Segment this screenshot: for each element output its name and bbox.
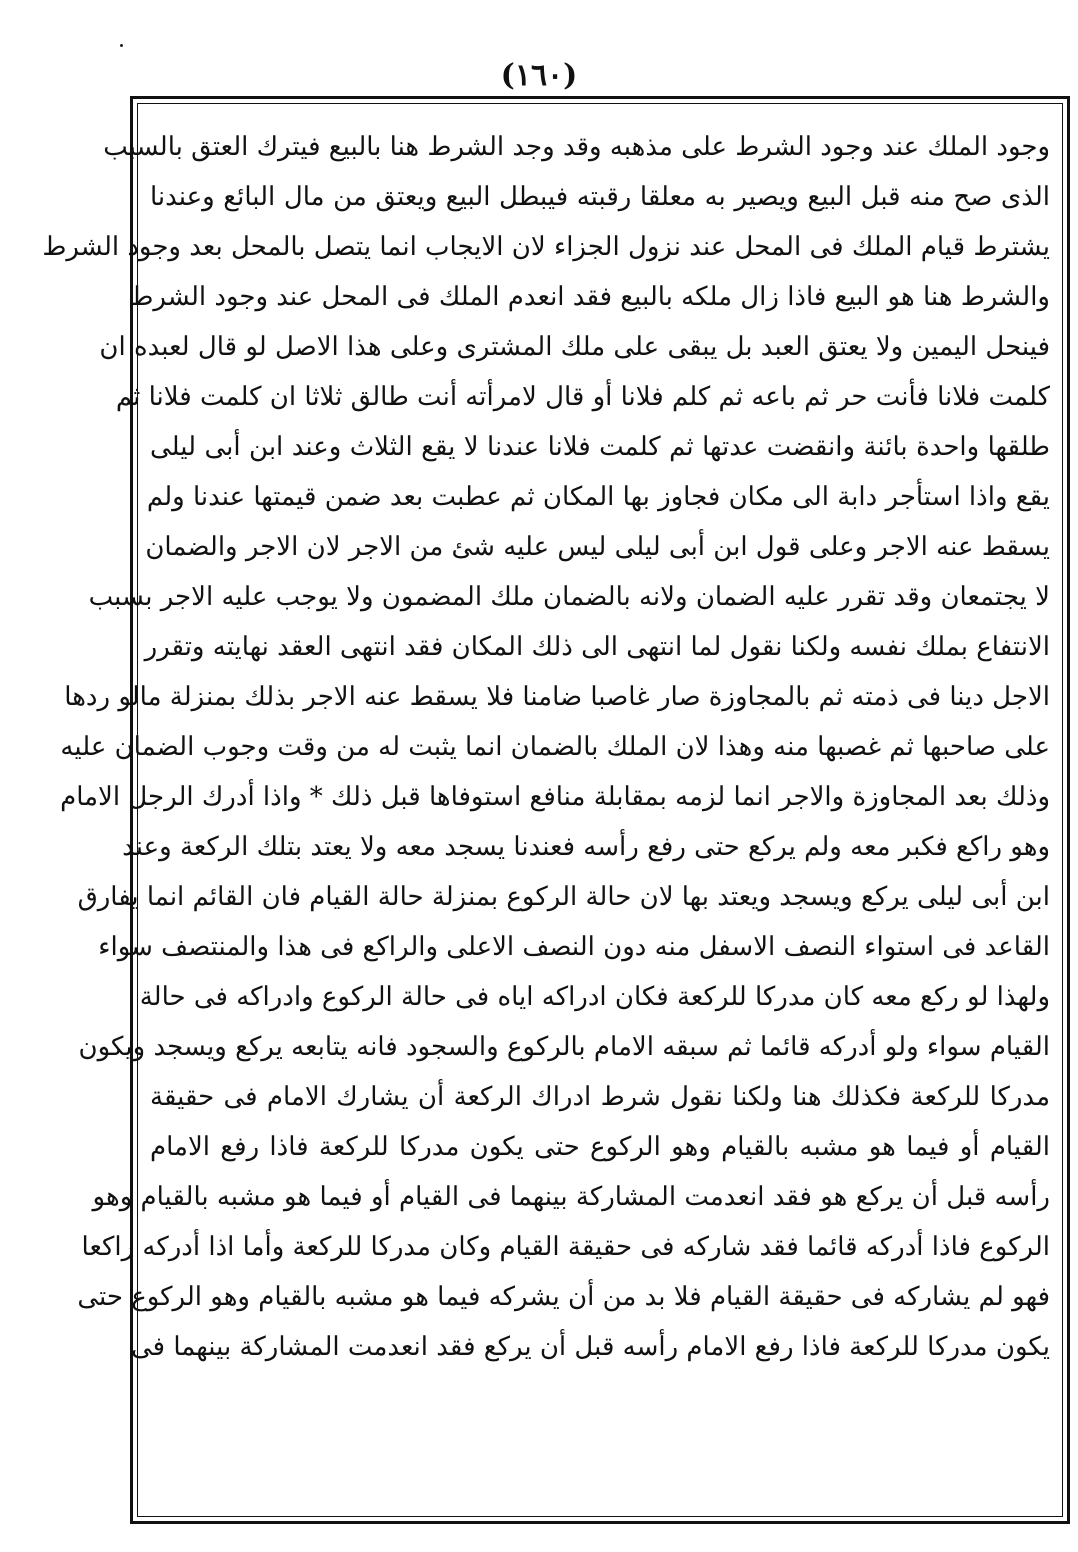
text-line: الانتفاع بملك نفسه ولكنا نقول لما انتهى الى ذلك المكان فقد انتهى العقد نهايته وتقرر (144, 632, 1050, 662)
text-line: والشرط هنا هو البيع فاذا زال ملكه بالبيع فقد انعدم الملك فى المحل عند وجود الشرط (129, 282, 1050, 312)
text-line: رأسه قبل أن يركع هو فقد انعدمت المشاركة بينهما فى القيام أو فيما هو مشبه بالقيام وهو (92, 1182, 1050, 1212)
text-line: القاعد فى استواء النصف الاسفل منه دون النصف الاعلى والراكع فى هذا والمنتصف سواء (98, 932, 1050, 962)
text-line: وذلك بعد المجاوزة والاجر انما لزمه بمقابلة منافع استوفاها قبل ذلك * واذا أدرك الرجل الامام (60, 782, 1050, 812)
text-line: الركوع فاذا أدركه قائما فقد شاركه فى حقيقة القيام وكان مدركا للركعة وأما اذا أدركه راكعا (81, 1232, 1050, 1262)
text-line: القيام سواء ولو أدركه قائما ثم سبقه الامام بالركوع والسجود فانه يتابعه يركع ويسجد ويكون (78, 1032, 1050, 1062)
text-line: طلقها واحدة بائنة وانقضت عدتها ثم كلمت فلانا عندنا لا يقع الثلاث وعند ابن أبى ليلى (150, 432, 1050, 462)
text-line: مدركا للركعة فكذلك هنا ولكنا نقول شرط ادراك الركعة أن يشارك الامام فى حقيقة (150, 1082, 1050, 1112)
text-line: وهو راكع فكبر معه ولم يركع حتى رفع رأسه فعندنا يسجد معه ولا يعتد بتلك الركعة وعند (122, 832, 1050, 862)
text-line: يكون مدركا للركعة فاذا رفع الامام رأسه قبل أن يركع فقد انعدمت المشاركة بينهما فى (130, 1332, 1050, 1362)
text-line: على صاحبها ثم غصبها منه وهذا لان الملك بالضمان انما يثبت له من وقت وجوب الضمان عليه (60, 732, 1050, 762)
text-line: كلمت فلانا فأنت حر ثم باعه ثم كلم فلانا أو قال لامرأته أنت طالق ثلاثا ان كلمت فلانا ثم (115, 382, 1050, 412)
text-line: فهو لم يشاركه فى حقيقة القيام فلا بد من أن يشركه فيما هو مشبه بالقيام وهو الركوع حتى (77, 1282, 1050, 1312)
text-line: ابن أبى ليلى يركع ويسجد ويعتد بها لان حالة الركوع بمنزلة حالة القيام فان القائم انما يفارق (77, 882, 1050, 912)
text-line: يسقط عنه الاجر وعلى قول ابن أبى ليلى ليس عليه شئ من الاجر لان الاجر والضمان (145, 532, 1050, 562)
text-body (42, 122, 1050, 1502)
ink-speck (120, 44, 123, 47)
text-line: فينحل اليمين ولا يعتق العبد بل يبقى على ملك المشترى وعلى هذا الاصل لو قال لعبده ان (99, 332, 1050, 362)
text-line: الاجل دينا فى ذمته ثم بالمجاوزة صار غاصبا ضامنا فلا يسقط عنه الاجر بذلك بمنزلة مالو ردها (64, 682, 1050, 712)
text-line: وجود الملك عند وجود الشرط على مذهبه وقد وجد الشرط هنا بالبيع فيترك العتق بالسبب (103, 132, 1050, 162)
text-line: يشترط قيام الملك فى المحل عند نزول الجزاء لان الايجاب انما يتصل بالمحل بعد وجود الشرط (42, 232, 1050, 262)
text-line: الذى صح منه قبل البيع ويصير به معلقا رقبته فيبطل البيع ويعتق من مال البائع وعندنا (150, 182, 1050, 212)
text-line: لا يجتمعان وقد تقرر عليه الضمان ولانه بالضمان ملك المضمون ولا يوجب عليه الاجر بسبب (88, 582, 1050, 612)
text-line: ولهذا لو ركع معه كان مدركا للركعة فكان ادراكه اياه فى حالة الركوع وادراكه فى حالة (139, 982, 1050, 1012)
page-number: (١٦٠) (500, 58, 578, 93)
text-line: القيام أو فيما هو مشبه بالقيام وهو الركوع حتى يكون مدركا للركعة فاذا رفع الامام (150, 1132, 1050, 1162)
text-line: يقع واذا استأجر دابة الى مكان فجاوز بها المكان ثم عطبت بعد ضمن قيمتها عندنا ولم (146, 482, 1050, 512)
